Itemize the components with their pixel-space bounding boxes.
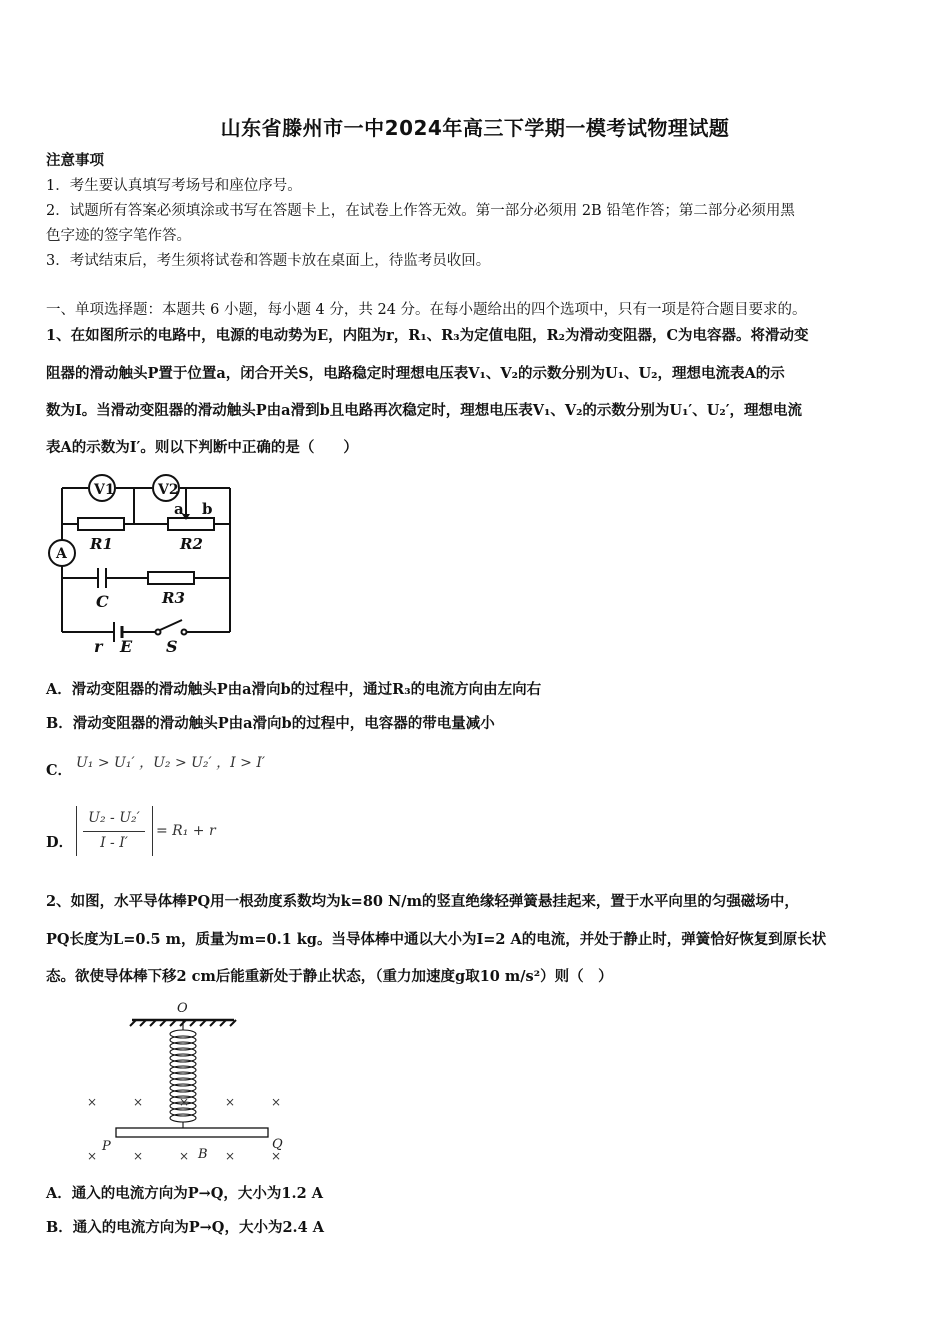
resistor-r1 <box>78 518 124 530</box>
notice-heading: 注意事项 <box>46 152 104 169</box>
q2-option-b: B．通入的电流方向为P→Q，大小为2.4 A <box>46 1219 324 1236</box>
notice-item: 色字迹的签字笔作答。 <box>46 228 191 244</box>
label-c: C <box>96 592 109 611</box>
option-b: B．滑动变阻器的滑动触头P由a滑向b的过程中，电容器的带电量减小 <box>46 715 495 732</box>
label-r3: R3 <box>162 589 185 607</box>
notice-item: 2．试题所有答案必须填涂或书写在答题卡上，在试卷上作答无效。第一部分必须用 2B 铅笔作答；第二部分必须用黑 <box>46 203 795 219</box>
spring-field-diagram <box>80 996 300 1166</box>
label-b: b <box>202 500 213 518</box>
label-b: B <box>198 1147 208 1162</box>
field-cross: × <box>133 1149 144 1163</box>
question-2-text: PQ长度为L=0.5 m，质量为m=0.1 kg。当导体棒中通以大小为I=2 A的电流，并处于静止时，弹簧恰好恢复到原长状 <box>46 931 827 948</box>
option-d-fraction <box>76 806 153 856</box>
resistor-r2 <box>168 518 214 530</box>
question-1-text: 表A的示数为I′。则以下判断中正确的是（ ） <box>46 439 358 456</box>
label-v2: V2 <box>158 482 179 498</box>
option-c-math: U₁ > U₁′ ，U₂ > U₂′ ，I > I′ <box>76 755 266 771</box>
question-1-text: 数为I。当滑动变阻器的滑动触头P由a滑到b且电路再次稳定时，理想电压表V₁、V₂的示数分别为U₁′、U₂′，理想电流 <box>46 402 803 419</box>
question-2-text: 2、如图，水平导体棒PQ用一根劲度系数均为k=80 N/m的竖直绝缘轻弹簧悬挂起来，置于水平向里的匀强磁场中， <box>46 893 799 910</box>
field-cross: × <box>271 1095 282 1109</box>
circuit-diagram <box>44 470 244 660</box>
label-a: a <box>174 500 184 518</box>
option-d-label: D． <box>46 834 74 851</box>
label-v1: V1 <box>94 482 115 498</box>
fraction-denominator: I - I′ <box>100 835 128 851</box>
label-r1: R1 <box>90 535 113 553</box>
field-cross: × <box>179 1149 190 1163</box>
field-cross: × <box>133 1095 144 1109</box>
label-r2: R2 <box>180 535 203 553</box>
option-c-label: C． <box>46 762 73 779</box>
label-ammeter: A <box>56 546 67 562</box>
fraction-numerator: U₂ - U₂′ <box>88 810 140 826</box>
field-cross: × <box>225 1095 236 1109</box>
option-a: A．滑动变阻器的滑动触头P由a滑向b的过程中，通过R₃的电流方向由左向右 <box>46 681 542 698</box>
q2-option-a: A．通入的电流方向为P→Q，大小为1.2 A <box>46 1185 323 1202</box>
question-1-text: 阻器的滑动触头P置于位置a，闭合开关S，电路稳定时理想电压表V₁、V₂的示数分别为U₁、U₂，理想电流表A的示 <box>46 365 785 382</box>
fraction-bar <box>83 831 145 832</box>
section-heading: 一、单项选择题：本题共 6 小题，每小题 4 分，共 24 分。在每小题给出的四个选项中，只有一项是符合题目要求的。 <box>46 302 807 318</box>
conductor-rod <box>116 1128 268 1137</box>
field-cross: × <box>87 1095 98 1109</box>
question-2-text: 态。欲使导体棒下移2 cm后能重新处于静止状态，（重力加速度g取10 m/s²）则（ ） <box>46 968 613 985</box>
label-p: P <box>102 1139 111 1154</box>
label-q: Q <box>272 1137 283 1152</box>
resistor-r3 <box>148 572 194 584</box>
field-cross: × <box>225 1149 236 1163</box>
field-cross: × <box>179 1095 190 1109</box>
label-o: O <box>177 1001 188 1016</box>
field-cross: × <box>271 1149 282 1163</box>
question-1-text: 1、在如图所示的电路中，电源的电动势为E，内阻为r，R₁、R₃为定值电阻，R₂为滑动变阻器，C为电容器。将滑动变 <box>46 327 809 344</box>
notice-item: 3．考试结束后，考生须将试卷和答题卡放在桌面上，待监考员收回。 <box>46 253 491 269</box>
label-r: r <box>94 637 103 656</box>
label-s: S <box>166 637 178 656</box>
option-d-rhs: = R₁ + r <box>156 823 216 839</box>
notice-item: 1．考生要认真填写考场号和座位序号。 <box>46 178 302 194</box>
spring <box>170 1020 196 1128</box>
field-cross: × <box>87 1149 98 1163</box>
page-title: 山东省滕州市一中2024年高三下学期一模考试物理试题 <box>220 116 730 140</box>
label-e: E <box>120 637 133 656</box>
